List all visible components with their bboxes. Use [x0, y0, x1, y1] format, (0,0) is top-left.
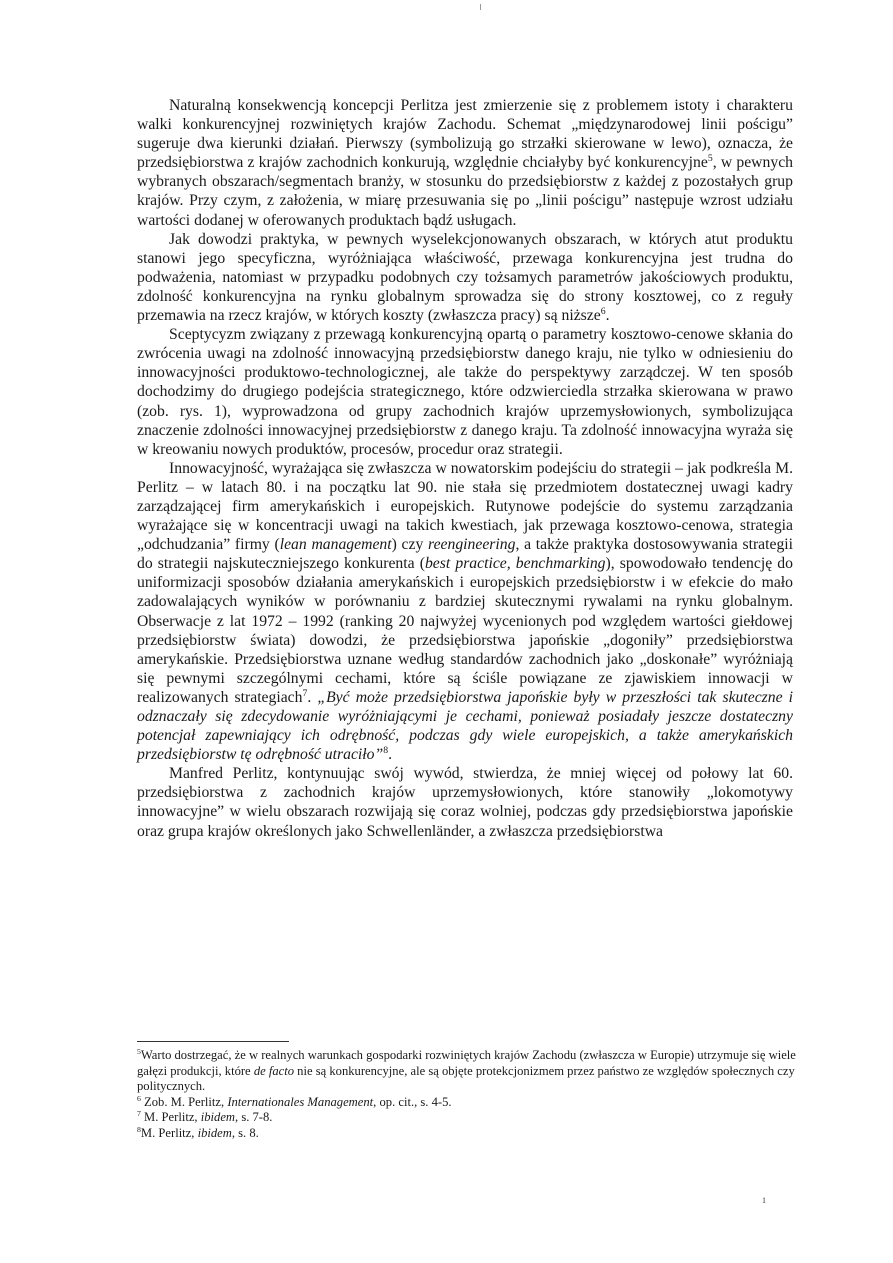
text-run: Innowacyjność, wyrażająca się zwłaszcza w nowatorskim podejściu do strategii – jak podkreśla M. Perlitz – w latach 80. i na początku lat 90. nie stała się przedmiotem dostatecznej uwagi kadry zarządzającej firm amerykańskich i europejskich. Rutynowe podejście do systemu zarządzania wyrażające się w koncentracji uwagi na takich kwestiach, jak przewaga kosztowo-cenowa, strategia „odchudzania” firmy ( — [137, 459, 793, 554]
text-run: M. Perlitz, — [140, 1110, 201, 1125]
footnotes — [137, 1048, 797, 1142]
text-run: . — [605, 307, 610, 325]
italic-text: de facto — [253, 1063, 295, 1078]
italic-text: lean management — [279, 536, 392, 554]
footnote — [137, 1095, 797, 1111]
text-run: Manfred Perlitz, kontynuując swój wywód, stwierdza, że mniej więcej od połowy lat 60. przedsiębiorstwa z zachodnich krajów uprzemysłowionych, które stanowiły „lokomotywy innowacyjne” w wielu obszarach rozwijają się coraz wolniej, podczas gdy przedsiębiorstwa japońskie oraz grupa krajów określonych jako Schwellenländer, a zwłaszcza przedsiębiorstwa — [137, 765, 793, 840]
paragraph — [137, 459, 793, 765]
text-run: Zob. M. Perlitz, — [140, 1094, 228, 1109]
footnote-ref: 5 — [707, 153, 713, 165]
footnote — [137, 1110, 797, 1126]
italic-text: Internationales Management — [227, 1094, 374, 1109]
text-run: ), spowodowało tendencję do uniformizacji sposobów działania amerykańskich i europejskich przedsiębiorstw i w efekcie do mało zadowalających wyników w porównaniu z bardziej skutecznymi rywalami na rynku globalnym. Obserwacje z lat 1972 – 1992 (ranking 20 najwyżej wycenionych pod względem wartości giełdowej przedsiębiorstw świata) dowodzi, że przedsiębiorstwa japońskie „dogoniły” przedsiębiorstwa amerykańskie. Przedsiębiorstwa uznane według standardów zachodnich jako „doskonałe” wyróżniają się pewnymi szczególnymi cechami, które są ściśle powiązane ze zjawiskiem innowacji w realizowanych strategiach — [137, 555, 793, 706]
text-run: , s. 8. — [231, 1125, 259, 1140]
text-run: Warto dostrzegać, że w realnych warunkach gospodarki rozwiniętych krajów Zachodu (zwłaszcza w Europie) utrzymuje się wiele gałęzi produkcji, które — [137, 1048, 796, 1078]
footnote-ref: 5 — [137, 1046, 141, 1056]
italic-text: ibidem — [197, 1125, 232, 1140]
text-run: nie są konkurencyjne, ale są objęte protekcjonizmem przez państwo ze względów społecznych czy politycznych. — [137, 1063, 795, 1094]
text-run: , op. cit., s. 4-5. — [373, 1094, 452, 1109]
italic-text: ibidem — [200, 1110, 236, 1125]
page-number: 1 — [762, 1196, 766, 1205]
footnote — [137, 1048, 797, 1095]
text-run: , w pewnych wybranych obszarach/segmentach branży, w stosunku do przedsiębiorstw z każdej z pozostałych grup krajów. Przy czym, z założenia, w miarę przesuwania się po „linii pościgu” następuje wzrost udziału wartości dodanej w oferowanych produktach bądź usługach. — [137, 154, 793, 229]
text-run: , s. 7-8. — [235, 1110, 273, 1125]
text-run: Jak dowodzi praktyka, w pewnych wyselekcjonowanych obszarach, w których atut produktu stanowi jego specyficzna, wyróżniająca właściwość, przewaga konkurencyjna jest trudna do podważenia, natomiast w przypadku podobnych czy tożsamych parametrów jakościowych produktu, zdolność konkurencyjna na rynku globalnym sprowadza się do strony kosztowej, co z reguły przemawia na rzecz krajów, w których koszty (zwłaszcza pracy) są niższe — [137, 230, 793, 325]
paragraph — [137, 325, 793, 459]
text-run: M. Perlitz, — [140, 1125, 198, 1140]
paragraph — [137, 764, 793, 840]
text-run: ) czy — [391, 536, 429, 554]
scan-mark — [480, 4, 481, 10]
footnote-ref: 7 — [302, 687, 308, 699]
footnote-ref: 6 — [137, 1093, 141, 1103]
text-run: Sceptycyzm związany z przewagą konkurencyjną opartą o parametry kosztowo-cenowe skłania do zwrócenia uwagi na zdolność innowacyjną przedsiębiorstw danego kraju, nie tylko w odniesieniu do innowacyjności produktowo-technologicznej, ale także do perspektywy zarządczej. W ten sposób dochodzimy do drugiego podejścia strategicznego, które odzwierciedla strzałka skierowana w prawo (zob. rys. 1), wyprowadzona od grupy zachodnich krajów uprzemysłowionych, symbolizująca znaczenie zdolności innowacyjnej przedsiębiorstw z danego kraju. Ta zdolność innowacyjna wyraża się w kreowaniu nowych produktów, procesów, procedur oraz strategii. — [137, 326, 793, 458]
text-run: , a także praktyka dostosowywania strategii do strategii najskuteczniejszego konkurenta ( — [137, 536, 794, 573]
paragraph — [137, 230, 793, 325]
footnote-ref: 8 — [137, 1124, 141, 1134]
footnote-ref: 8 — [383, 744, 389, 756]
italic-text: „Być może przedsiębiorstwa japońskie były w przeszłości tak skuteczne i odznaczały się zdecydowanie wyróżniającymi je cechami, ponieważ posiadały jeszcze dostateczny potencjał zapewniający ich odrębność, podczas gdy wiele europejskich, a także amerykańskich przedsiębiorstw tę odrębność utraciło” — [137, 688, 794, 764]
footnote-separator — [137, 1041, 289, 1042]
text-run: . — [388, 746, 392, 764]
body-text — [137, 96, 793, 841]
text-run: Naturalną konsekwencją koncepcji Perlitza jest zmierzenie się z problemem istoty i charakteru walki konkurencyjnej rozwiniętych krajów Zachodu. Schemat „międzynarodowej linii pościgu” sugeruje dwa kierunki działań. Pierwszy (symbolizują go strzałki skierowane w lewo), oznacza, że przedsiębiorstwa z krajów zachodnich konkurują, względnie chciałyby być konkurencyjne — [137, 97, 793, 172]
text-run: . — [307, 688, 318, 706]
italic-text: best practice, benchmarking — [424, 555, 606, 573]
footnote-ref: 7 — [137, 1109, 141, 1119]
footnote-ref: 6 — [600, 305, 606, 317]
footnote — [137, 1126, 797, 1142]
paragraph — [137, 96, 793, 230]
italic-text: reengineering — [428, 536, 516, 554]
